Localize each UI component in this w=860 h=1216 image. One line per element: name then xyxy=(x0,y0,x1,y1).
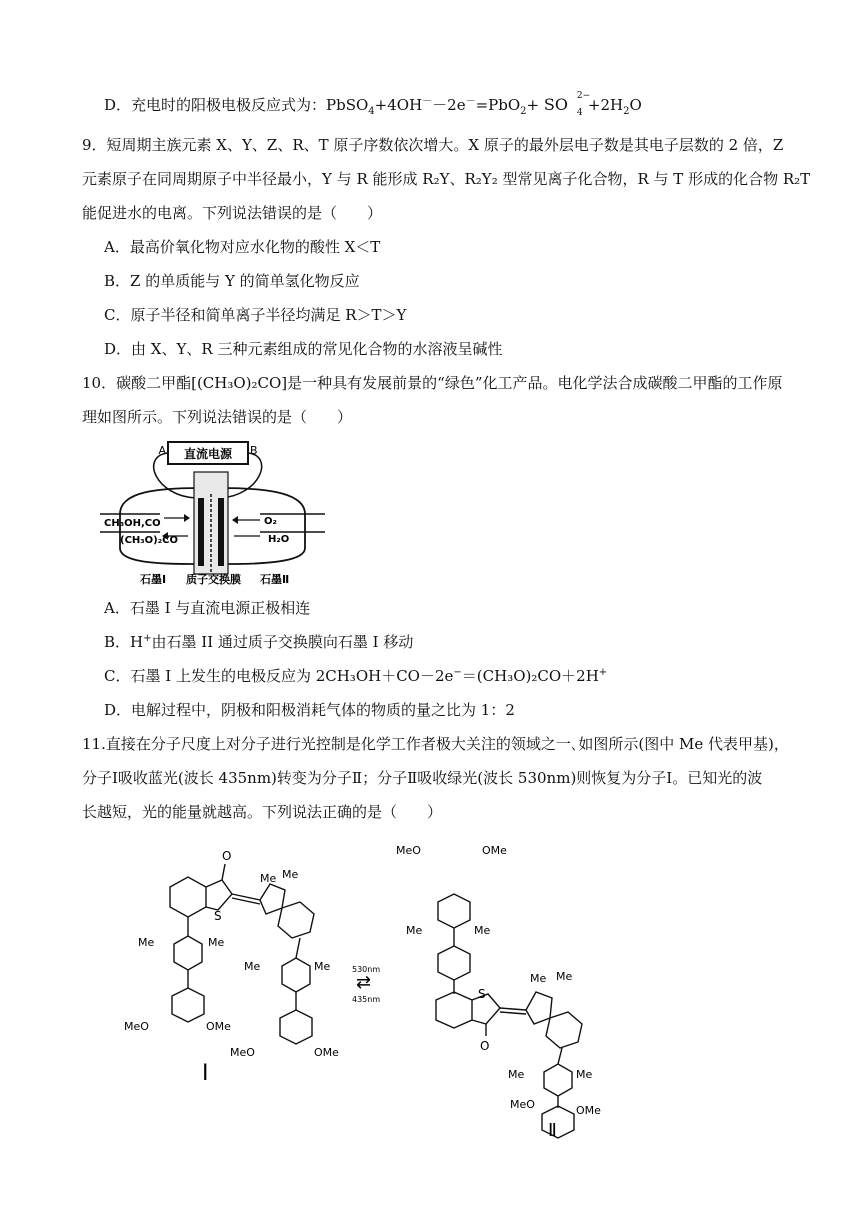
mol1-carbonyl-o: O xyxy=(222,849,232,863)
power-supply-label: 直流电源 xyxy=(183,447,233,461)
mol2-meo-bottom: MeO xyxy=(510,1098,535,1111)
mol2-benzo-ring xyxy=(436,992,472,1028)
q10-option-a: A．石墨 I 与直流电源正极相连 xyxy=(104,599,311,617)
mol1-me-4: Me xyxy=(208,936,225,949)
q11-stem-line2: 分子Ⅰ吸收蓝光(波长 435nm)转变为分子Ⅱ；分子Ⅱ吸收绿光(波长 530nm)则恢复为分子Ⅰ。已知光的波 xyxy=(82,769,763,787)
q9-option-c: C．原子半径和简单离子半径均满足 R＞T＞Y xyxy=(104,306,407,324)
mol2-mesityl-ring-bottom xyxy=(544,1064,572,1096)
molecule-figure xyxy=(110,832,630,1142)
mol1-mesityl-ring-2 xyxy=(282,958,310,992)
mol1-methoxyphenyl-ring-2 xyxy=(280,1010,312,1044)
sulfate-ion: SO 2− 4 xyxy=(543,91,591,118)
mol1-me-3: Me xyxy=(138,936,155,949)
q11-stem-line3: 长越短，光的能量就越高。下列说法正确的是（ ） xyxy=(82,803,443,821)
q9-option-d: D．由 X、Y、R 三种元素组成的常见化合物的水溶液呈碱性 xyxy=(104,340,503,358)
mol2-ome-bottom: OMe xyxy=(576,1104,601,1117)
oxygen-label: O₂ xyxy=(264,516,277,527)
mol1-sulfur: S xyxy=(214,909,222,923)
graphite1-label: 石墨Ⅰ xyxy=(140,573,167,586)
q10-option-d: D．电解过程中，阴极和阳极消耗气体的物质的量之比为 1：2 xyxy=(104,701,515,719)
mol1-me-2: Me xyxy=(282,868,299,881)
mol1-me-5: Me xyxy=(244,960,261,973)
mol1-ome-1: OMe xyxy=(206,1020,231,1033)
q9-option-b: B．Z 的单质能与 Y 的简单氢化物反应 xyxy=(104,272,360,290)
product-label: (CH₃O)₂CO xyxy=(120,535,178,546)
graphite-electrode-1 xyxy=(198,498,204,566)
mol2-me-4: Me xyxy=(556,970,573,983)
q11-stem-line1: 11.直接在分子尺度上对分子进行光控制是化学工作者极大关注的领域之一､如图所示(图中 Me 代表甲基)， xyxy=(82,735,789,753)
graphite-electrode-2 xyxy=(218,498,224,566)
mol2-label: Ⅱ xyxy=(548,1120,557,1141)
arrow-label-530: 530nm xyxy=(352,965,381,974)
mol1-benzo-ring xyxy=(170,877,206,917)
mol2-carbonyl-o: O xyxy=(480,1039,490,1053)
mol2-sulfur: S xyxy=(478,987,486,1001)
mol1-methoxyphenyl-ring-1 xyxy=(172,988,204,1022)
mol2-me-3: Me xyxy=(530,972,547,985)
mol2-me-2: Me xyxy=(474,924,491,937)
electrolysis-diagram xyxy=(100,436,330,586)
arrow-label-435: 435nm xyxy=(352,995,381,1004)
mol2-me-5: Me xyxy=(508,1068,525,1081)
mol2-methoxyphenyl-ring-top xyxy=(438,894,470,928)
mol1-me-1: Me xyxy=(260,872,277,885)
q8-option-d: D．充电时的阳极电极反应式为：PbSO$_4$+4OH－－2e－=PbO$_2$+ SO 2− 4 $+2H_2O$ xyxy=(104,91,642,118)
membrane-label: 质子交换膜 xyxy=(186,573,241,586)
mol2-mesityl-ring-top xyxy=(438,946,470,980)
q10-stem-line2: 理如图所示。下列说法错误的是（ ） xyxy=(82,408,353,426)
mol2-methoxyphenyl-ring-bottom xyxy=(542,1106,574,1138)
mol2-me-6: Me xyxy=(576,1068,593,1081)
terminal-b-label: B xyxy=(250,444,258,457)
terminal-a-label: A xyxy=(158,444,166,457)
mol2-indane-ring xyxy=(546,1012,582,1048)
q10-option-b: B．H+由石墨 II 通过质子交换膜向石墨 I 移动 xyxy=(104,633,414,651)
mol2-ome-top: OMe xyxy=(482,844,507,857)
mol1-indane-ring xyxy=(278,902,314,938)
q9-option-a: A．最高价氧化物对应水化物的酸性 X＜T xyxy=(104,238,381,256)
q9-stem-line2: 元素原子在同周期原子中半径最小，Y 与 R 能形成 R₂Y、R₂Y₂ 型常见离子化合物，R 与 T 形成的化合物 R₂T xyxy=(82,170,811,188)
feed-label: CH₃OH,CO xyxy=(104,518,161,529)
mol2-me-1: Me xyxy=(406,924,423,937)
q9-stem-line1: 9．短周期主族元素 X、Y、Z、R、T 原子序数依次增大。X 原子的最外层电子数是其电子层数的 2 倍，Z xyxy=(82,136,784,154)
mol1-mesityl-ring-1 xyxy=(174,936,202,970)
mol1-label: Ⅰ xyxy=(202,1061,209,1086)
mol1-ome-2: OMe xyxy=(314,1046,339,1059)
graphite2-label: 石墨Ⅱ xyxy=(260,573,290,586)
mol1-meo-1: MeO xyxy=(124,1020,149,1033)
mol1-meo-2: MeO xyxy=(230,1046,255,1059)
mol1-me-6: Me xyxy=(314,960,331,973)
q9-stem-line3: 能促进水的电离。下列说法错误的是（ ） xyxy=(82,204,383,222)
mol2-meo-top: MeO xyxy=(396,844,421,857)
q10-stem-line1: 10．碳酸二甲酯[(CH₃O)₂CO]是一种具有发展前景的“绿色”化工产品。电化学法合成碳酸二甲酯的工作原 xyxy=(82,374,783,392)
equilibrium-arrows: ⇄ xyxy=(356,972,372,993)
water-label: H₂O xyxy=(268,534,290,545)
q10-option-c: C．石墨 I 上发生的电极反应为 2CH₃OH＋CO－2e−＝(CH₃O)₂CO＋2H+ xyxy=(104,667,608,685)
